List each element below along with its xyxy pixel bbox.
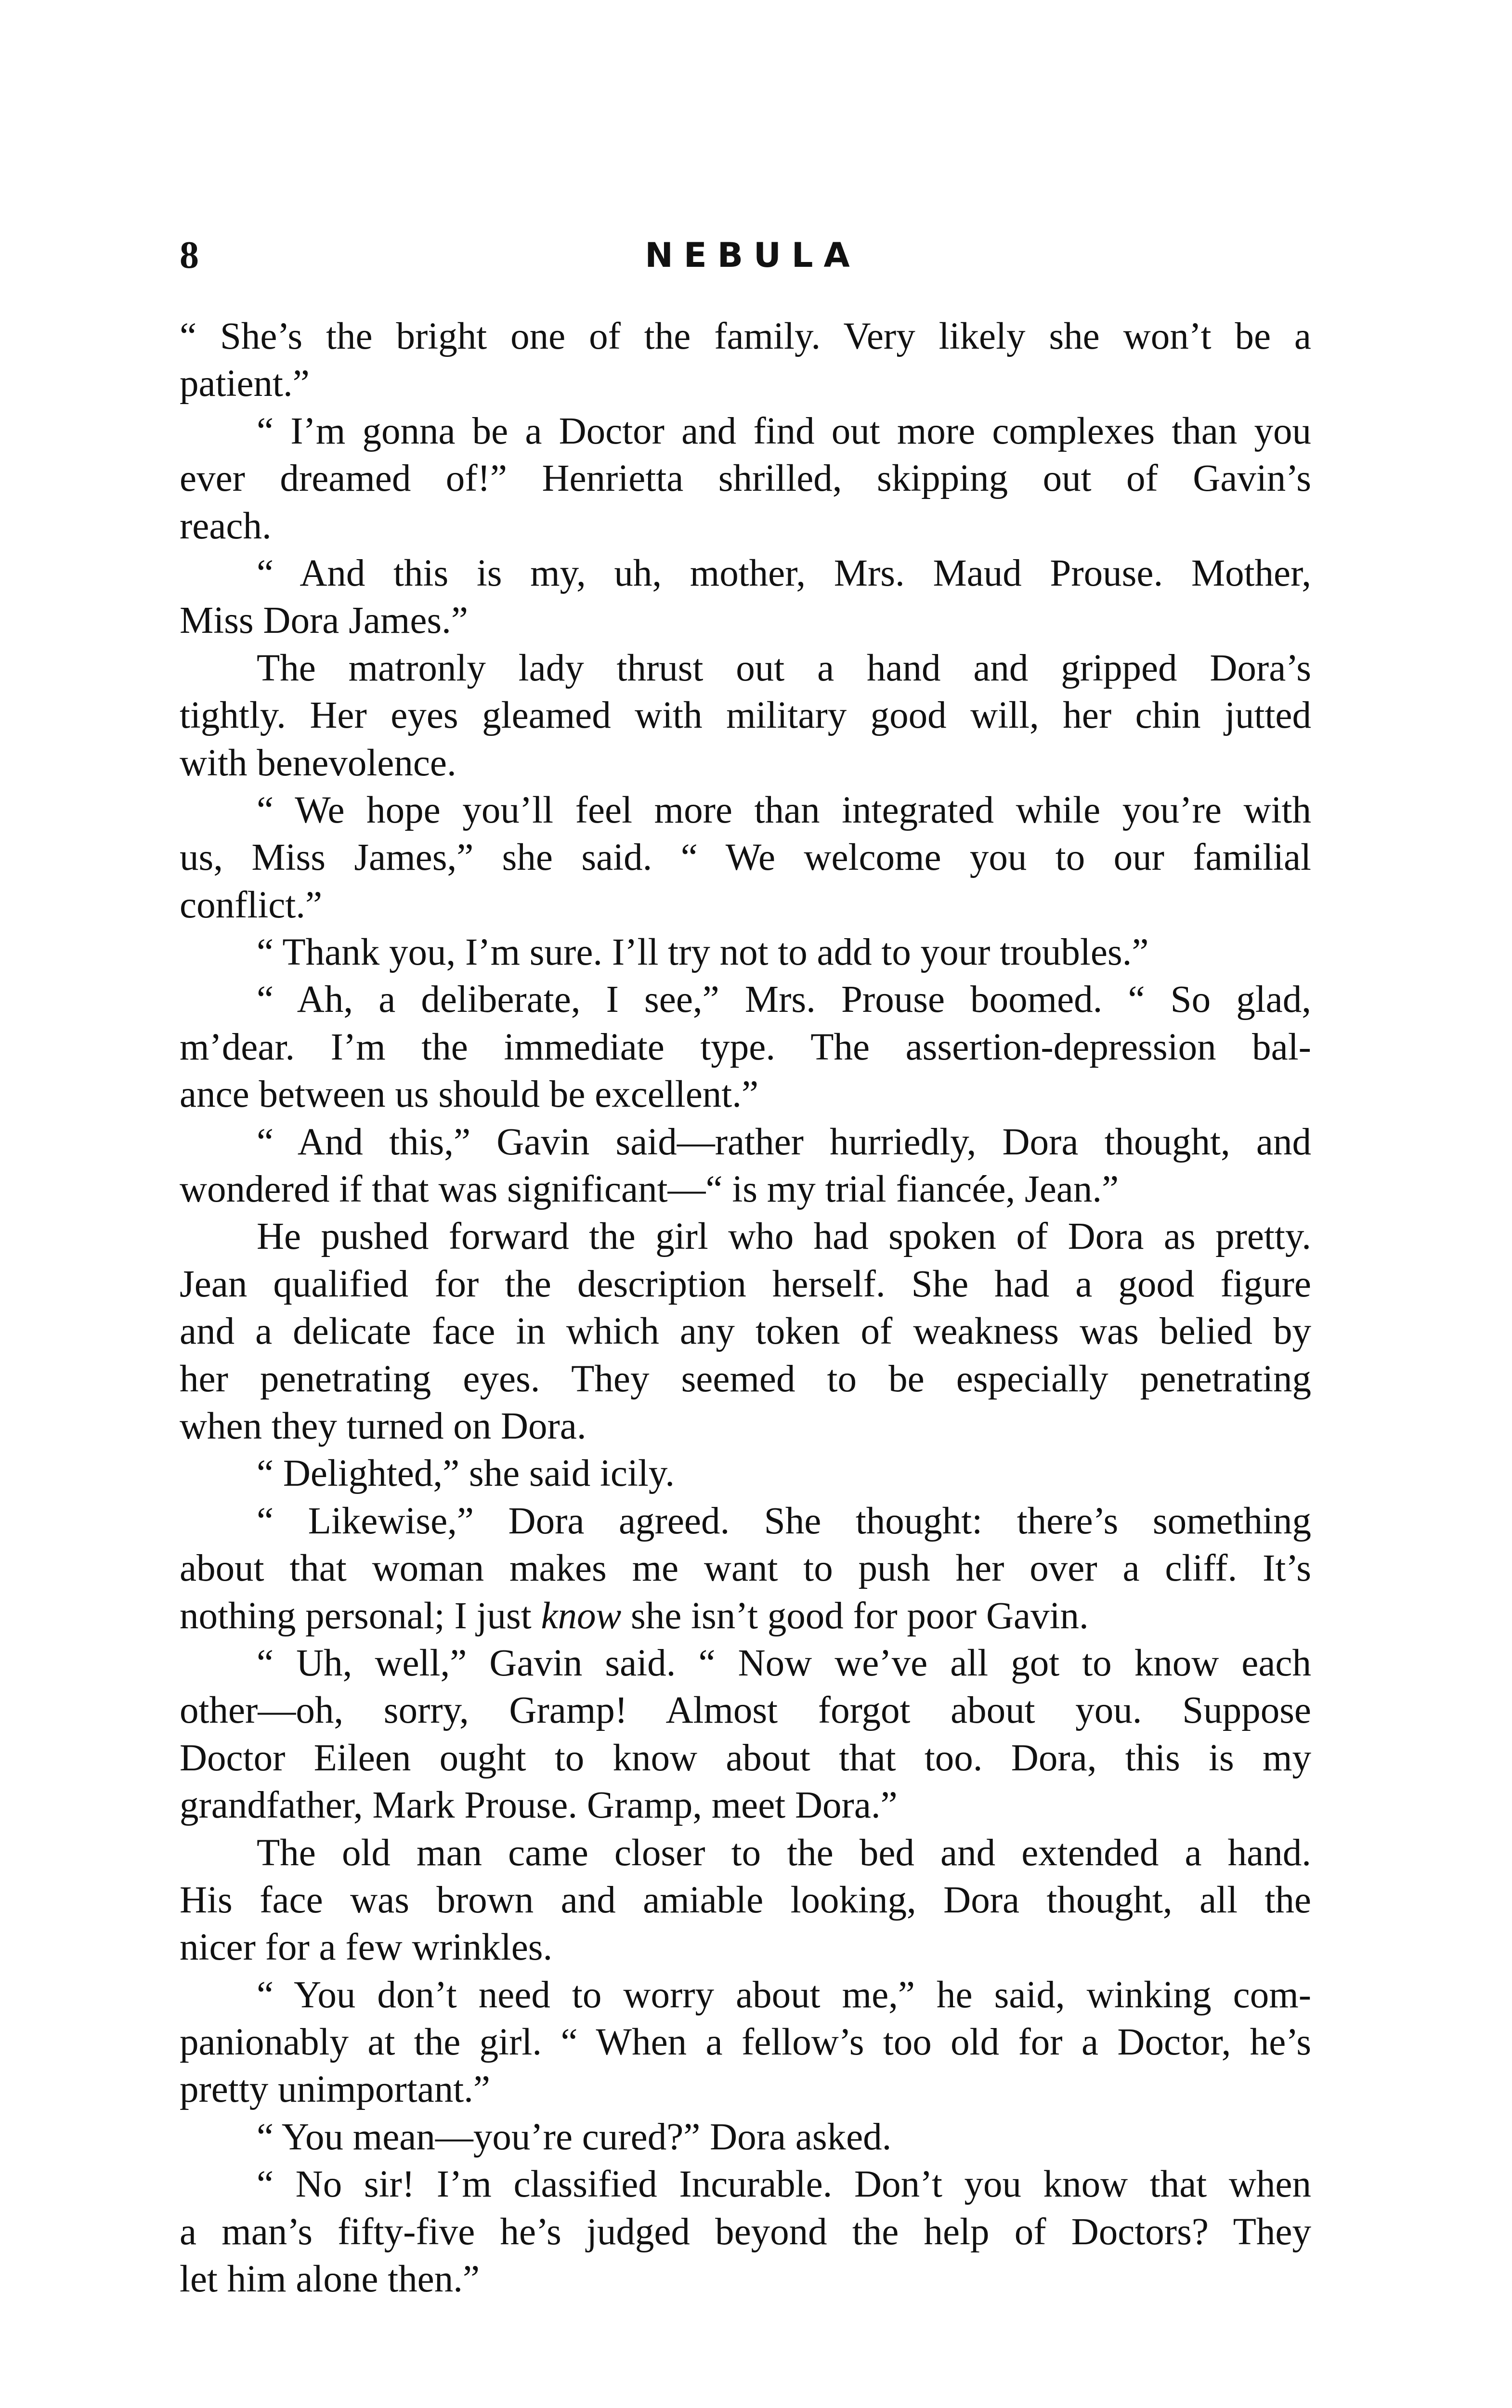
text-line: The old man came closer to the bed and extended a hand. [257,1832,1311,1874]
text-line [180,1593,1311,1640]
text-line: “ And this,” Gavin said—rather hurriedly, Dora thought, and [257,1121,1311,1163]
text-line: “ Delighted,” she said icily. [257,1453,675,1495]
text-line: “ Likewise,” Dora agreed. She thought: there’s something [257,1500,1311,1542]
running-title: NEBULA [645,236,860,275]
text-line: us, Miss James,” she said. “ We welcome you to our familial [180,837,1311,879]
text-line: “ You mean—you’re cured?” Dora asked. [257,2116,892,2158]
text-line: conflict.” [180,884,323,926]
text-line: ever dreamed of!” Henrietta shrilled, skipping out of Gavin’s [180,458,1311,500]
text-line: wondered if that was significant—“ is my trial fiancée, Jean.” [180,1168,1119,1211]
text-line: other—oh, sorry, Gramp! Almost forgot about you. Suppose [180,1689,1311,1732]
emphasized-word: know [541,1595,622,1637]
story-text [180,313,1311,2303]
text-line: His face was brown and amiable looking, Dora thought, all the [180,1879,1311,1921]
text-line: Doctor Eileen ought to know about that too. Dora, this is my [180,1737,1311,1779]
text-line: tightly. Her eyes gleamed with military good will, her chin jutted [180,694,1311,737]
text-line: let him alone then.” [180,2258,480,2301]
page-number: 8 [180,234,199,276]
text-line: “ Ah, a deliberate, I see,” Mrs. Prouse boomed. “ So glad, [257,979,1311,1021]
text-line: “ Thank you, I’m sure. I’ll try not to add to your troubles.” [257,931,1149,974]
text-line: Miss Dora James.” [180,600,468,642]
text-line: He pushed forward the girl who had spoken of Dora as pretty. [257,1216,1311,1258]
running-header [180,226,1326,284]
text-line: “ You don’t need to worry about me,” he said, winking com- [257,1974,1311,2016]
text-line: “ No sir! I’m classified Incurable. Don’t you know that when [257,2163,1311,2206]
text-line: panionably at the girl. “ When a fellow’s too old for a Doctor, he’s [180,2021,1311,2064]
text-line: “ And this is my, uh, mother, Mrs. Maud Prouse. Mother, [257,552,1311,594]
text-line: “ Uh, well,” Gavin said. “ Now we’ve all got to know each [257,1642,1311,1684]
text-line: grandfather, Mark Prouse. Gramp, meet Dora.” [180,1784,898,1827]
text-line: patient.” [180,363,310,405]
text-line: when they turned on Dora. [180,1405,587,1447]
text-line: her penetrating eyes. They seemed to be especially penetrating [180,1358,1311,1400]
text-line: “ She’s the bright one of the family. Very likely she won’t be a [180,315,1311,357]
text-line: Jean qualified for the description herself. She had a good figure [180,1263,1311,1305]
text-line: ance between us should be excellent.” [180,1073,759,1116]
text-line: and a delicate face in which any token of weakness was belied by [180,1310,1311,1353]
text-line: reach. [180,505,272,547]
text-line: nicer for a few wrinkles. [180,1926,553,1969]
text-line: The matronly lady thrust out a hand and gripped Dora’s [257,647,1311,689]
text-segment: she isn’t good for poor Gavin. [630,1595,1089,1637]
text-line: pretty unimportant.” [180,2068,490,2111]
text-line: “ I’m gonna be a Doctor and find out more complexes than you [257,410,1311,452]
text-line: m’dear. I’m the immediate type. The assertion-depression bal- [180,1026,1311,1068]
text-line: “ We hope you’ll feel more than integrated while you’re with [257,789,1311,831]
text-line: a man’s fifty-five he’s judged beyond the help of Doctors? They [180,2211,1311,2253]
text-segment: nothing personal; I just [180,1595,532,1637]
text-line: with benevolence. [180,742,456,784]
text-line: about that woman makes me want to push her over a cliff. It’s [180,1547,1311,1590]
